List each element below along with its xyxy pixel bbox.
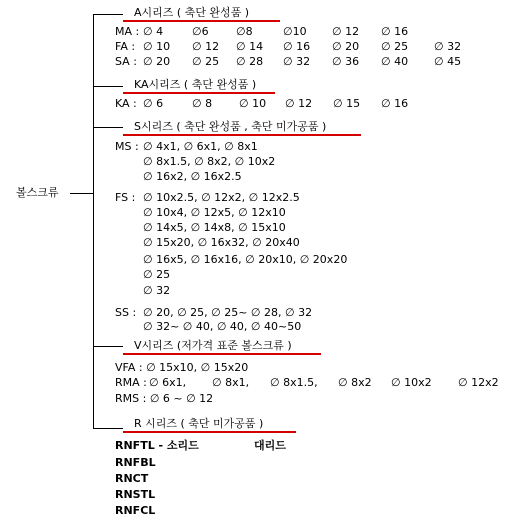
fs-line: ∅ 10x2.5, ∅ 12x2, ∅ 12x2.5 — [143, 191, 300, 204]
fa-item: ∅ 14 — [236, 40, 264, 53]
fs-line: ∅ 32 — [143, 284, 171, 297]
sa-item: ∅ 36 — [332, 55, 360, 68]
fa-item: ∅ 20 — [332, 40, 360, 53]
ka-item: ∅ 10 — [239, 97, 267, 110]
ma-item: ∅10 — [283, 25, 307, 38]
ka-item: ∅ 15 — [333, 97, 361, 110]
sa-item: ∅ 25 — [192, 55, 220, 68]
fs-line: ∅ 14x5, ∅ 14x8, ∅ 15x10 — [143, 221, 286, 234]
fa-item: ∅ 32 — [434, 40, 462, 53]
sa-item: ∅ 40 — [381, 55, 409, 68]
branch-a-line — [93, 14, 123, 15]
ka-label: KA : — [115, 97, 137, 110]
ka-item: ∅ 16 — [381, 97, 409, 110]
section-r-underline — [123, 431, 296, 433]
rma-item: ∅ 6x1, — [149, 376, 187, 389]
vfa-line: VFA : ∅ 15x10, ∅ 15x20 — [115, 361, 249, 374]
r-item-first-extra: 대리드 — [254, 439, 286, 452]
branch-r-line — [93, 428, 123, 429]
r-item-first: RNFTL - 소리드 — [115, 439, 199, 452]
r-item: RNFCL — [115, 504, 156, 517]
rma-item: ∅ 8x1, — [212, 376, 250, 389]
section-a-underline — [123, 20, 280, 22]
sa-item: ∅ 28 — [236, 55, 264, 68]
ka-item: ∅ 8 — [192, 97, 213, 110]
fs-line: ∅ 25 — [143, 268, 171, 281]
rma-item: ∅ 12x2 — [458, 376, 499, 389]
rms-line: RMS : ∅ 6 ~ ∅ 12 — [115, 392, 214, 405]
rma-item: ∅ 8x1.5, — [270, 376, 318, 389]
sa-item: ∅ 32 — [283, 55, 311, 68]
fs-line: ∅ 15x20, ∅ 16x32, ∅ 20x40 — [143, 236, 300, 249]
sa-label: SA : — [115, 55, 137, 68]
fa-item: ∅ 25 — [381, 40, 409, 53]
fa-item: ∅ 12 — [192, 40, 220, 53]
section-s-title: S시리즈 ( 축단 완성품 , 축단 미가공품 ) — [134, 120, 327, 133]
ms-label: MS : — [115, 140, 139, 153]
ma-item: ∅ 12 — [332, 25, 360, 38]
ms-line: ∅ 8x1.5, ∅ 8x2, ∅ 10x2 — [143, 155, 276, 168]
rma-label: RMA : — [115, 376, 147, 389]
tree-trunk-line — [93, 14, 94, 429]
ma-item: ∅ 16 — [381, 25, 409, 38]
fs-line: ∅ 10x4, ∅ 12x5, ∅ 12x10 — [143, 206, 286, 219]
section-a-title: A시리즈 ( 축단 완성품 ) — [134, 6, 250, 19]
section-ka-underline — [123, 92, 275, 94]
section-ka-title: KA시리즈 ( 축단 완성품 ) — [134, 78, 257, 91]
ma-item: ∅8 — [236, 25, 253, 38]
ka-item: ∅ 12 — [285, 97, 313, 110]
ka-item: ∅ 6 — [143, 97, 164, 110]
section-r-title: R 시리즈 ( 축단 미가공품 ) — [134, 417, 264, 430]
ms-line: ∅ 4x1, ∅ 6x1, ∅ 8x1 — [143, 140, 258, 153]
branch-v-line — [93, 346, 123, 347]
ma-item: ∅ 4 — [143, 25, 164, 38]
ss-label: SS : — [115, 306, 137, 319]
fs-line: ∅ 16x5, ∅ 16x16, ∅ 20x10, ∅ 20x20 — [143, 253, 348, 266]
section-v-title: V시리즈 (저가격 표준 볼스크류 ) — [134, 339, 292, 352]
ss-line: ∅ 20, ∅ 25, ∅ 25~ ∅ 28, ∅ 32 — [143, 306, 313, 319]
fa-item: ∅ 10 — [143, 40, 171, 53]
branch-ka-line — [93, 86, 123, 87]
fa-label: FA : — [115, 40, 136, 53]
root-connector-line — [70, 193, 93, 194]
r-item: RNSTL — [115, 488, 156, 501]
ss-line: ∅ 32~ ∅ 40, ∅ 40, ∅ 40~50 — [143, 320, 302, 333]
fa-item: ∅ 16 — [283, 40, 311, 53]
fs-label: FS : — [115, 191, 136, 204]
rma-item: ∅ 8x2 — [338, 376, 372, 389]
sa-item: ∅ 20 — [143, 55, 171, 68]
sa-item: ∅ 45 — [434, 55, 462, 68]
section-s-underline — [123, 134, 361, 136]
root-label: 볼스크류 — [16, 186, 59, 199]
section-v-underline — [123, 353, 321, 355]
r-item: RNCT — [115, 472, 149, 485]
branch-s-line — [93, 127, 123, 128]
ma-label: MA : — [115, 25, 140, 38]
ms-line: ∅ 16x2, ∅ 16x2.5 — [143, 170, 242, 183]
r-item: RNFBL — [115, 456, 156, 469]
rma-item: ∅ 10x2 — [391, 376, 432, 389]
ma-item: ∅6 — [192, 25, 209, 38]
